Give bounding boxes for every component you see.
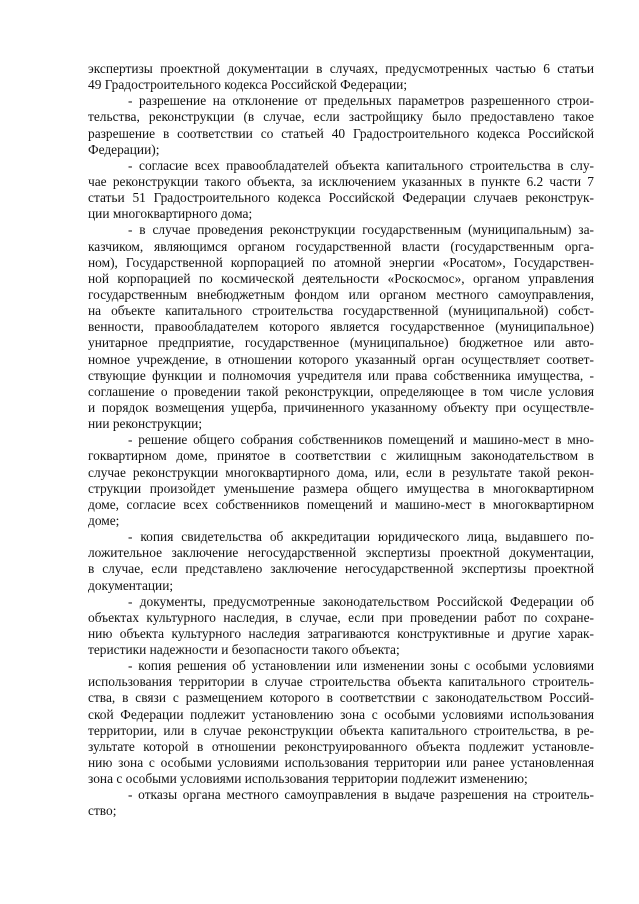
paragraph-line: объектах культурного наследия, в случае, если при проведении работ по сохране- xyxy=(88,609,594,625)
paragraph-line: соглашение о проведении такой реконструкции, определяющее в том числе условия xyxy=(88,383,594,399)
paragraph-line: чае реконструкции такого объекта, за исключением указанных в пункте 6.2 части 7 xyxy=(88,173,594,189)
paragraph-line: доме; xyxy=(88,512,120,528)
paragraph-line: ной корпорацией по космической деятельности «Роскосмос», органом управления xyxy=(88,270,594,286)
paragraph-line: территории, или в случае реконструкции объекта капитального строительства, в ре- xyxy=(88,722,594,738)
paragraph-first-line: - отказы органа местного самоуправления в выдаче разрешения на строитель- xyxy=(128,787,594,803)
paragraph-line: нию зона с особыми условиями использования территории или ранее установленная xyxy=(88,755,594,771)
paragraph-line: 49 Градостроительного кодекса Российской Федерации; xyxy=(88,77,408,93)
paragraph-line: казчиком, являющимся органом государственной власти (государственным орга- xyxy=(88,238,594,254)
paragraph-line: ство; xyxy=(88,803,117,819)
paragraph-first-line: - решение общего собрания собственников помещений и машино-мест в мно- xyxy=(128,432,594,448)
paragraph-first-line: - документы, предусмотренные законодательством Российской Федерации об xyxy=(128,593,594,609)
paragraph-line: нию объекта культурного наследия затрагиваются конструктивные и другие харак- xyxy=(88,625,594,641)
paragraph-line: тельства, реконструкции (в случае, если застройщику было предоставлено такое xyxy=(88,109,594,125)
paragraph-line: экспертизы проектной документации в случаях, предусмотренных частью 6 статьи xyxy=(88,61,594,76)
paragraph-first-line: - согласие всех правообладателей объекта капитального строительства в слу- xyxy=(128,157,594,173)
paragraph-line: нии реконструкции; xyxy=(88,416,203,432)
paragraph-line: зона с особыми условиями использования территории подлежит изменению; xyxy=(88,771,528,787)
paragraph-line: ствующие функции и полномочия учредителя или права собственника имущества, - xyxy=(88,367,594,383)
paragraph-line: разрешение в соответствии со статьей 40 Градостроительного кодекса Российской xyxy=(88,125,594,141)
paragraph-line: использования территории в случае строительства объекта капитального строитель- xyxy=(88,674,594,690)
paragraph-line: ции многоквартирного дома; xyxy=(88,206,253,222)
paragraph-line: ложительное заключение негосударственной экспертизы проектной документации, xyxy=(88,545,594,561)
paragraph-line: государственным внебюджетным фондом или органом местного самоуправления, xyxy=(88,286,594,302)
paragraph-line: случае реконструкции многоквартирного дома, или, если в результате такой рекон- xyxy=(88,464,594,480)
paragraph-line: унитарное предприятие, государственное (муниципальное) бюджетное или авто- xyxy=(88,335,594,351)
document-page xyxy=(88,61,594,820)
paragraph-line: ской Федерации подлежит установлению зона с особыми условиями использования xyxy=(88,706,594,722)
paragraph-line: ном), Государственной корпорацией по атомной энергии «Росатом», Государствен- xyxy=(88,254,594,270)
paragraph-first-line: - разрешение на отклонение от предельных параметров разрешенного строи- xyxy=(128,93,594,109)
paragraph-line: и порядок возмещения ущерба, причиненного указанному объекту при осуществле- xyxy=(88,399,594,415)
paragraph-line: доме, согласие всех собственников помещений и машино-мест в многоквартирном xyxy=(88,496,594,512)
paragraph-line: в случае, если представлено заключение негосударственной экспертизы проектной xyxy=(88,561,594,577)
paragraph-line: статьи 51 Градостроительного кодекса Российской Федерации случаев реконструк- xyxy=(88,190,594,206)
paragraph-line: теристики надежности и безопасности такого объекта; xyxy=(88,642,400,658)
paragraph-line: зультате которой в отношении реконструированного объекта подлежит установле- xyxy=(88,738,594,754)
paragraph-line: Федерации); xyxy=(88,141,160,157)
paragraph-line: документации; xyxy=(88,577,174,593)
paragraph-line: номное учреждение, в отношении которого указанный орган осуществляет соответ- xyxy=(88,351,594,367)
paragraph-line: венности, правообладателем которого является государственное (муниципальное) xyxy=(88,319,594,335)
paragraph-first-line: - копия решения об установлении или изменении зоны с особыми условиями xyxy=(128,658,594,674)
paragraph-line: струкции произойдет уменьшение размера общего имущества в многоквартирном xyxy=(88,480,594,496)
paragraph-line: на объекте капитального строительства государственной (муниципальной) собст- xyxy=(88,303,594,319)
paragraph-line: ства, в связи с размещением которого в соответствии с законодательством Россий- xyxy=(88,690,594,706)
paragraph-line: гоквартирном доме, принятое в соответствии с жилищным законодательством в xyxy=(88,448,594,464)
paragraph-first-line: - в случае проведения реконструкции государственным (муниципальным) за- xyxy=(128,222,594,238)
paragraph-first-line: - копия свидетельства об аккредитации юридического лица, выдавшего по- xyxy=(128,529,594,545)
